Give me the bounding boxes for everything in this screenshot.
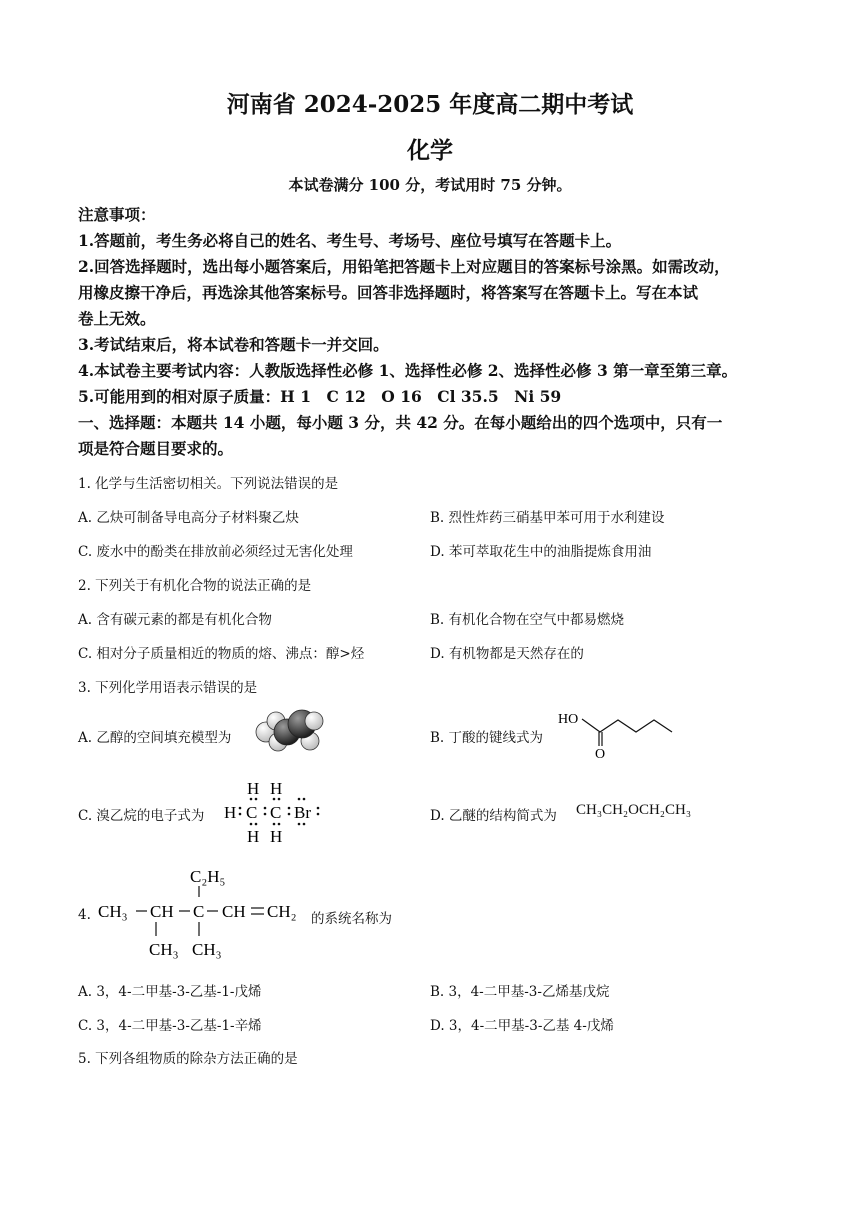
question-4-stem: 的系统名称为: [311, 911, 392, 927]
butanoic-acid-skeletal-formula: [556, 708, 676, 760]
note-1: 1.答题前，考生务必将自己的姓名、考生号、考场号、座位号填写在答题卡上。: [78, 231, 622, 250]
question-2-option-c[interactable]: C. 相对分子质量相近的物质的熔、沸点：醇>烃: [78, 646, 365, 662]
question-3-stem: 3. 下列化学用语表示错误的是: [78, 680, 258, 696]
h-label: H: [247, 779, 260, 798]
question-1-option-b[interactable]: B. 烈性炸药三硝基甲苯可用于水利建设: [430, 510, 665, 526]
exam-info: 本试卷满分 100 分，考试用时 75 分钟。: [288, 176, 572, 194]
h-label: H: [270, 827, 283, 846]
question-3-option-a[interactable]: A. 乙醇的空间填充模型为: [78, 730, 232, 746]
note-2-line2: 用橡皮擦干净后，再选涂其他答案标号。回答非选择题时，将答案写在答题卡上。写在本试: [78, 283, 699, 302]
question-4-number: 4.: [78, 907, 91, 923]
ch3-label: CH₃: [192, 940, 222, 959]
o-label: O: [595, 747, 606, 760]
subject-title: 化学: [407, 137, 453, 164]
notes-heading: 注意事项：: [78, 205, 156, 224]
diethyl-ether-formula: CH₃CH₂OCH₂CH₃: [576, 802, 692, 818]
question-3-option-d[interactable]: D. 乙醚的结构简式为: [430, 808, 557, 824]
question-4-option-a[interactable]: A. 3，4-二甲基-3-乙基-1-戊烯: [78, 984, 262, 1000]
ch3-label: CH₃: [149, 940, 179, 959]
note-3: 3.考试结束后，将本试卷和答题卡一并交回。: [78, 335, 389, 354]
question-4-option-b[interactable]: B. 3，4-二甲基-3-乙烯基戊烷: [430, 984, 610, 1000]
question-1-stem: 1. 化学与生活密切相关。下列说法错误的是: [78, 476, 339, 492]
question-5-stem: 5. 下列各组物质的除杂方法正确的是: [78, 1051, 298, 1067]
br-label: Br: [294, 803, 311, 822]
c-label: C: [246, 803, 258, 822]
c-label: C: [193, 902, 205, 921]
note-2-line3: 卷上无效。: [78, 309, 156, 328]
question-2-option-a[interactable]: A. 含有碳元素的都是有机化合物: [78, 612, 272, 628]
ch2-label: CH₂: [267, 902, 297, 921]
ch-label: CH: [150, 902, 174, 921]
note-5: 5.可能用到的相对原子质量：H 1 C 12 O 16 Cl 35.5 Ni 59: [78, 387, 562, 406]
question-4-option-d[interactable]: D. 3，4-二甲基-3-乙基 4-戊烯: [430, 1018, 614, 1034]
question-4-structure: [98, 866, 310, 962]
question-4-option-c[interactable]: C. 3，4-二甲基-3-乙基-1-辛烯: [78, 1018, 262, 1034]
ch3-label: CH₃: [98, 902, 128, 921]
question-2-stem: 2. 下列关于有机化合物的说法正确的是: [78, 578, 312, 594]
note-2-line1: 2.回答选择题时，选出每小题答案后，用铅笔把答题卡上对应题目的答案标号涂黑。如需改动，: [78, 257, 730, 276]
bromoethane-electron-formula: [222, 778, 322, 846]
question-1-option-c[interactable]: C. 废水中的酚类在排放前必须经过无害化处理: [78, 544, 353, 560]
h-label: H: [247, 827, 260, 846]
c-label: C: [270, 803, 282, 822]
question-2-option-d[interactable]: D. 有机物都是天然存在的: [430, 646, 584, 662]
ho-label: HO: [558, 712, 579, 727]
question-3-option-c[interactable]: C. 溴乙烷的电子式为: [78, 808, 205, 824]
note-4: 4.本试卷主要考试内容：人教版选择性必修 1、选择性必修 2、选择性必修 3 第一章至第三章。: [78, 361, 738, 380]
question-1-option-a[interactable]: A. 乙炔可制备导电高分子材料聚乙炔: [78, 510, 299, 526]
h-label: H: [270, 779, 283, 798]
question-3-option-b[interactable]: B. 丁酸的键线式为: [430, 730, 544, 746]
h-label: H: [224, 803, 237, 822]
ethanol-space-filling-model: [252, 705, 332, 755]
question-2-option-b[interactable]: B. 有机化合物在空气中都易燃烧: [430, 612, 625, 628]
ch-label: CH: [222, 902, 246, 921]
c2h5-label: C₂H₅: [190, 867, 226, 886]
section-heading-line2: 项是符合题目要求的。: [78, 439, 234, 458]
section-heading-line1: 一、选择题：本题共 14 小题，每小题 3 分，共 42 分。在每小题给出的四个选项中，只有一: [78, 413, 723, 432]
exam-title: 河南省 2024-2025 年度高二期中考试: [226, 91, 634, 118]
question-1-option-d[interactable]: D. 苯可萃取花生中的油脂提炼食用油: [430, 544, 652, 560]
